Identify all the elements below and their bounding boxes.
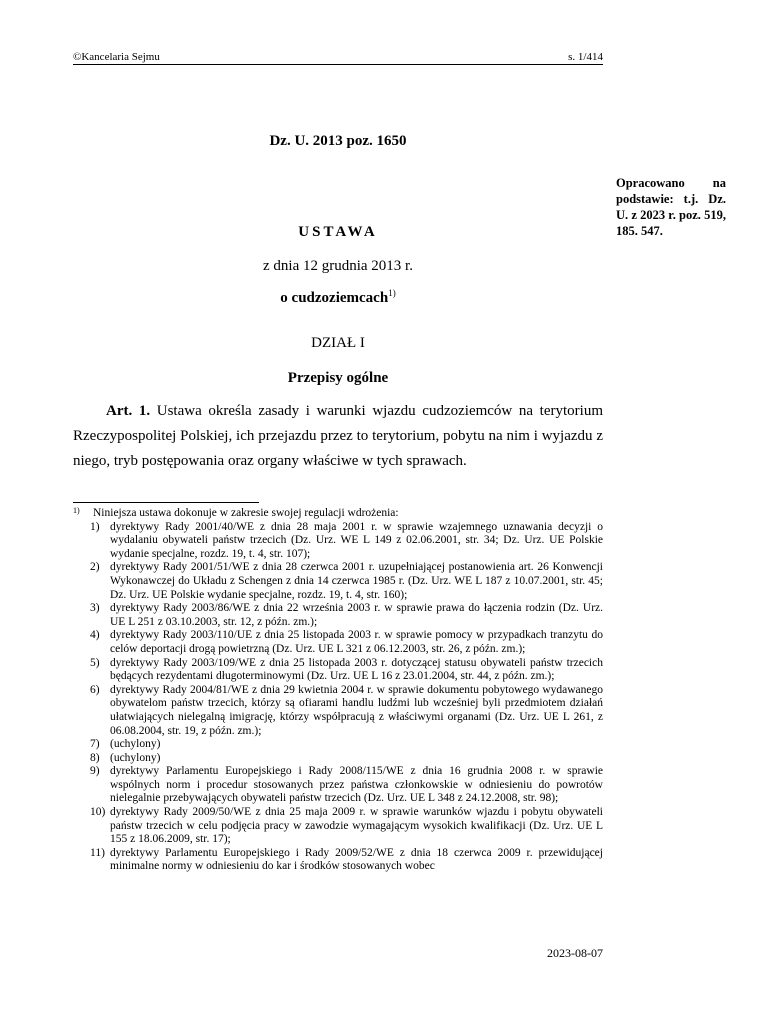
footnote-item-number: 7) (90, 738, 100, 751)
footnote-item-number: 5) (90, 656, 100, 669)
footnote-item-number: 9) (90, 765, 100, 778)
footnote-item (73, 738, 603, 752)
footnote-item (73, 684, 603, 738)
footnote-item (73, 752, 603, 766)
header-page-number: s. 1/414 (568, 51, 603, 63)
footnote-separator (73, 502, 259, 503)
footnote-item-text: dyrektywy Parlamentu Europejskiego i Rady 2009/52/WE z dnia 18 czerwca 2009 r. przewidującej minimalne normy w odniesieniu do kar i środków stosowanych wobec (110, 846, 603, 873)
footnote-item-number: 1) (90, 520, 100, 533)
footnote-item-text: dyrektywy Rady 2003/110/UE z dnia 25 listopada 2003 r. w sprawie pomocy w przypadkach tranzytu do celów deportacji drogą powietrzną (Dz. Urz. UE L 321 z 06.12.2003, str. 26, z późn. zm.); (110, 629, 603, 655)
footnote-reference[interactable]: 1) (388, 288, 396, 298)
footnote-mark: 1) (73, 506, 80, 515)
footnote-item (73, 629, 603, 656)
header-publisher: ©Kancelaria Sejmu (73, 51, 160, 63)
footnote-item (73, 847, 603, 874)
section-number: DZIAŁ I (311, 335, 365, 351)
article-label: Art. 1. (106, 403, 151, 419)
subject-text: o cudzoziemcach (280, 290, 389, 306)
source-note: Opracowano na podstawie: t.j. Dz. U. z 2023 r. poz. 519, 185. 547. (616, 176, 726, 238)
article-1 (73, 399, 603, 474)
footnote-item (73, 765, 603, 806)
footnote (73, 507, 603, 874)
footnote-item-number: 3) (90, 602, 100, 615)
footnote-item (73, 521, 603, 562)
footnote-item-text: dyrektywy Rady 2004/81/WE z dnia 29 kwietnia 2004 r. w sprawie dokumentu pobytowego wydawanego obywatelom państw trzecich, którzy są ofiarami handlu ludźmi lub wcześniej byli przedmiotem działań ułatwiających nielegalną imigrację, którzy współpracują z właściwymi organami (Dz. Urz. UE L 261, z 06.08.2004, str. 19, z późn. zm.); (110, 683, 603, 737)
journal-reference: Dz. U. 2013 poz. 1650 (269, 133, 407, 149)
document-type: USTAWA (298, 224, 378, 240)
footnote-item-number: 10) (90, 806, 106, 819)
footnote-intro-text: Niniejsza ustawa dokonuje w zakresie swojej regulacji wdrożenia: (93, 507, 399, 519)
footnote-intro (73, 507, 603, 521)
footnote-item-number: 4) (90, 629, 100, 642)
footnote-item (73, 561, 603, 602)
document-subject (73, 288, 603, 307)
footnote-item-text: dyrektywy Rady 2003/86/WE z dnia 22 września 2003 r. w sprawie prawa do łączenia rodzin (Dz. Urz. UE L 251 z 03.10.2003, str. 12, z późn. zm.); (110, 602, 603, 628)
footnote-item-text: dyrektywy Rady 2009/50/WE z dnia 25 maja 2009 r. w sprawie warunków wjazdu i pobytu obywateli państw trzecich w celu podjęcia pracy w zawodzie wymagającym wysokich kwalifikacji (Dz. Urz. UE L 155 z 18.06.2009, str. 17); (110, 806, 603, 846)
header-rule (73, 64, 603, 65)
footer-date: 2023-08-07 (547, 946, 603, 960)
footnote-item (73, 657, 603, 684)
footnote-item-text: (uchylony) (110, 751, 161, 764)
footnote-item-number: 11) (90, 846, 105, 859)
footnote-item-number: 6) (90, 683, 100, 696)
footnote-item-text: dyrektywy Rady 2003/109/WE z dnia 25 listopada 2003 r. dotyczącej statusu obywateli państw trzecich będących rezydentami długoterminowymi (Dz. Urz. UE L 16 z 23.01.2004, str. 44, z późn. zm.); (110, 656, 603, 683)
footnote-item-text: (uchylony) (110, 738, 161, 751)
footnote-item-number: 2) (90, 561, 100, 574)
footnote-item (73, 806, 603, 847)
section-heading: Przepisy ogólne (287, 370, 389, 386)
footnote-item-text: dyrektywy Parlamentu Europejskiego i Rady 2008/115/WE z dnia 16 grudnia 2008 r. w sprawie wspólnych norm i procedur stosowanych przez państwa członkowskie w odniesieniu do powrotów nielegalnie przebywających obywateli państw trzecich (Dz. Urz. UE L 348 z 24.12.2008, str. 98); (110, 765, 603, 805)
footnote-item-number: 8) (90, 751, 100, 764)
footnote-item (73, 602, 603, 629)
article-text: Ustawa określa zasady i warunki wjazdu cudzoziemców na terytorium Rzeczypospolitej Polskiej, ich przejazdu przez to terytorium, pobytu na nim i wyjazdu z niego, tryb postępowania oraz organy właściwe w tych sprawach. (73, 403, 603, 469)
footnote-item-text: dyrektywy Rady 2001/40/WE z dnia 28 maja 2001 r. w sprawie wzajemnego uznawania decyzji o wydalaniu obywateli państw trzecich (Dz. Urz. WE L 149 z 02.06.2001, str. 34; Dz. Urz. UE Polskie wydanie specjalne, rozdz. 19, t. 4, str. 107); (110, 520, 603, 560)
document-date: z dnia 12 grudnia 2013 r. (263, 258, 413, 274)
footnote-item-text: dyrektywy Rady 2001/51/WE z dnia 28 czerwca 2001 r. uzupełniającej postanowienia art. 26 Konwencji Wykonawczej do Układu z Schengen z dnia 14 czerwca 1985 r. (Dz. Urz. WE L 187 z 10.07.2001, str. 45; Dz. Urz. UE Polskie wydanie specjalne, rozdz. 19, t. 4, str. 160); (110, 561, 603, 601)
